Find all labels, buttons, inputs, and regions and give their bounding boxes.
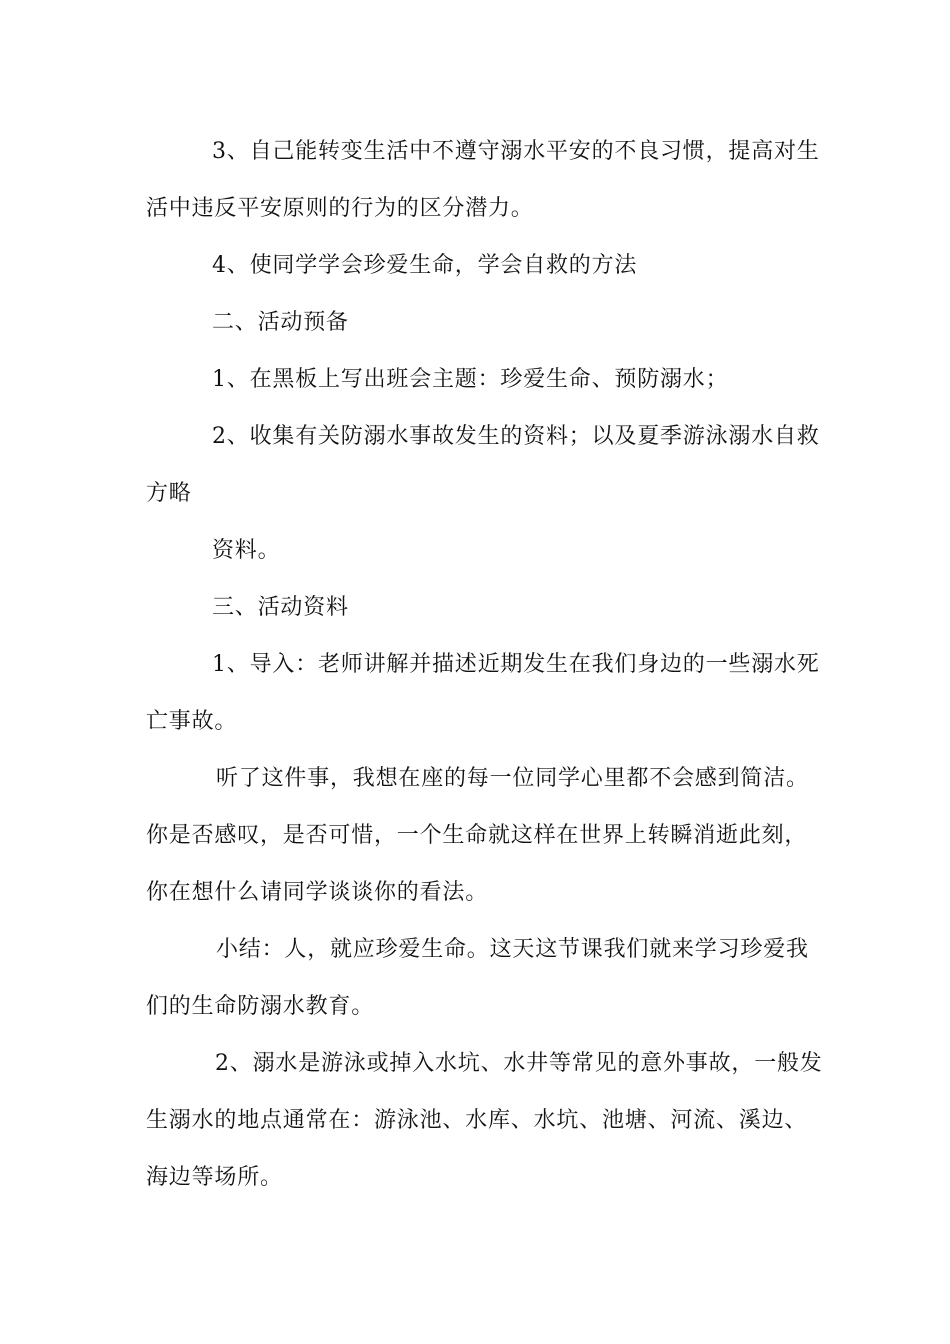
prep-item-2-line-1: 2、收集有关防溺水事故发生的资料；以及夏季游泳溺水自救 bbox=[212, 424, 820, 449]
content-item-1-line-2: 亡事故。 bbox=[146, 709, 238, 734]
objective-3-line-2: 活中违反平安原则的行为的区分潜力。 bbox=[146, 196, 534, 221]
content-item-2-line-1: 2、溺水是游泳或掉入水坑、水井等常见的意外事故，一般发 bbox=[215, 1051, 823, 1076]
discussion-line-3: 你在想什么请同学谈谈你的看法。 bbox=[146, 880, 489, 905]
prep-item-2-line-2: 方略 bbox=[146, 481, 192, 506]
summary-line-1: 小结：人，就应珍爱生命。这天这节课我们就来学习珍爱我 bbox=[216, 937, 809, 962]
objective-3-line-1: 3、自己能转变生活中不遵守溺水平安的不良习惯，提高对生 bbox=[212, 139, 820, 164]
content-item-2-line-2: 生溺水的地点通常在：游泳池、水库、水坑、池塘、河流、溪边、 bbox=[146, 1108, 808, 1133]
section-3-heading: 三、活动资料 bbox=[212, 595, 349, 620]
discussion-line-1: 听了这件事，我想在座的每一位同学心里都不会感到简洁。 bbox=[216, 766, 809, 791]
prep-item-2-line-3: 资料。 bbox=[212, 538, 281, 563]
section-2-heading: 二、活动预备 bbox=[212, 310, 349, 335]
discussion-line-2: 你是否感叹，是否可惜，一个生命就这样在世界上转瞬消逝此刻， bbox=[146, 823, 808, 848]
summary-line-2: 们的生命防溺水教育。 bbox=[146, 994, 375, 1019]
content-item-2-line-3: 海边等场所。 bbox=[146, 1165, 283, 1190]
prep-item-1: 1、在黑板上写出班会主题：珍爱生命、预防溺水； bbox=[212, 367, 729, 392]
content-item-1-line-1: 1、导入：老师讲解并描述近期发生在我们身边的一些溺水死 bbox=[212, 652, 820, 677]
objective-4: 4、使同学学会珍爱生命，学会自救的方法 bbox=[212, 253, 638, 278]
